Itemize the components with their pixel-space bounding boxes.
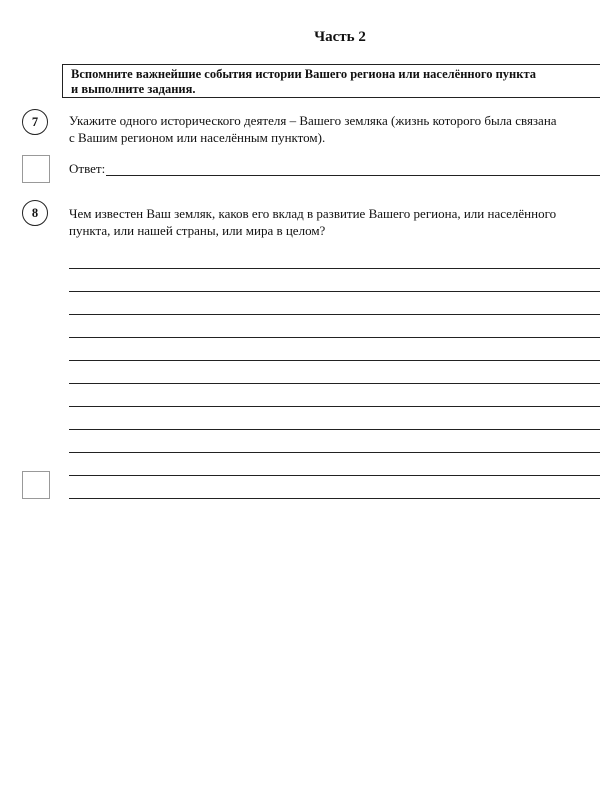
instruction-line-2: и выполните задания.: [71, 82, 196, 96]
answer-writing-line[interactable]: [69, 314, 600, 315]
answer-writing-line[interactable]: [69, 498, 600, 499]
question-7-number: 7: [22, 109, 48, 135]
question-7-text: [69, 112, 557, 146]
answer-writing-line[interactable]: [69, 452, 600, 453]
question-7-answer-field[interactable]: [106, 175, 600, 176]
answer-writing-line[interactable]: [69, 291, 600, 292]
answer-writing-line[interactable]: [69, 475, 600, 476]
question-8-number: 8: [22, 200, 48, 226]
question-8-text-line-1: Чем известен Ваш земляк, каков его вклад в развитие Вашего региона, или населённого: [69, 206, 557, 221]
question-7-text-line-2: с Вашим регионом или населённым пунктом).: [69, 130, 326, 145]
answer-writing-line[interactable]: [69, 268, 600, 269]
question-8-text: [69, 205, 556, 239]
answer-writing-line[interactable]: [69, 383, 600, 384]
answer-writing-line[interactable]: [69, 360, 600, 361]
instruction-box: [62, 64, 600, 98]
question-7-text-line-1: Укажите одного исторического деятеля – Вашего земляка (жизнь которого была связана: [69, 113, 557, 128]
question-8-score-box[interactable]: [22, 471, 50, 499]
answer-writing-line[interactable]: [69, 406, 600, 407]
answer-writing-line[interactable]: [69, 429, 600, 430]
instruction-line-1: Вспомните важнейшие события истории Вашего региона или населённого пункта: [71, 67, 537, 81]
answer-writing-line[interactable]: [69, 337, 600, 338]
question-8-text-line-2: пункта, или нашей страны, или мира в целом?: [69, 223, 326, 238]
answer-label: Ответ:: [69, 161, 106, 176]
question-7-score-box[interactable]: [22, 155, 50, 183]
part-title: Часть 2: [314, 29, 366, 45]
